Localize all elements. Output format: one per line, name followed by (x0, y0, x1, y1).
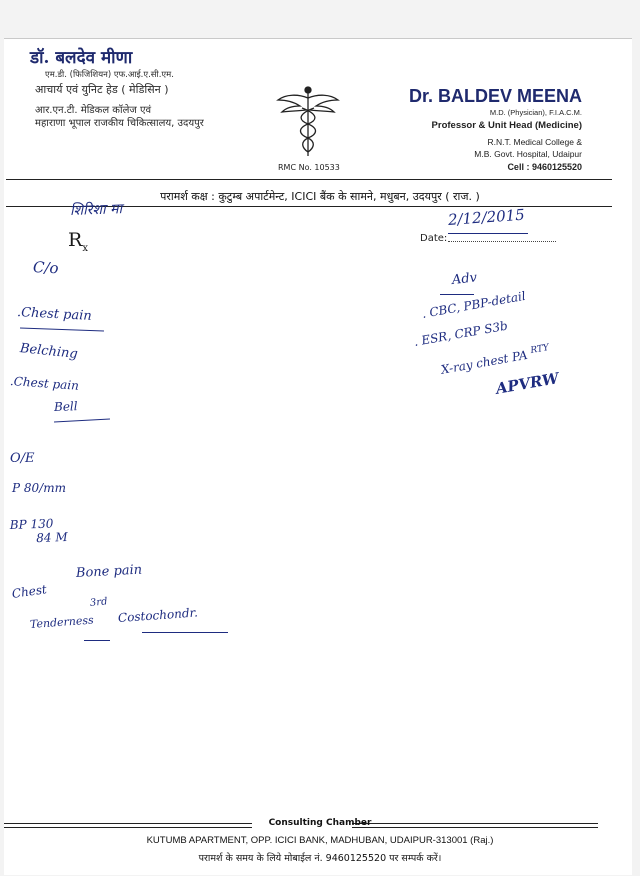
rmc-number: RMC No. 10533 (278, 163, 340, 172)
footer-phone-note: परामर्श के समय के लिये मोबाईल नं. 9460125520 पर सम्पर्क करें। (198, 853, 442, 864)
investigation-cbc: . CBC, PBP-detail (420, 288, 527, 321)
investigation-xray-text: X-ray chest PA (439, 347, 529, 377)
date-line (448, 241, 556, 242)
finding-chest: Chest (11, 582, 48, 601)
complaint-chest-pain: .Chest pain (16, 305, 93, 324)
investigation-suffix: RTY (529, 343, 550, 357)
degrees-hindi: एम.डी. (फिजिशियन) एफ.आई.ए.सी.एम. (45, 70, 174, 80)
review-note: APVRW (494, 369, 561, 398)
chamber-address-hindi: परामर्श कक्ष : कुटुम्ब अपार्टमेन्ट, ICICI बैंक के सामने, मधुबन, उदयपुर ( राज. ) (160, 190, 480, 203)
complaint-chest-pain-2: .Chest pain (9, 374, 80, 393)
bp-upper: BP 130 (9, 516, 54, 532)
finding-bone-pain: Bone pain (75, 562, 143, 581)
advice-header: Adv (451, 270, 478, 288)
bp-reading (10, 516, 68, 546)
college-hindi: आर.एन.टी. मेडिकल कॉलेज एवं (35, 105, 152, 116)
college-english: R.N.T. Medical College & (487, 137, 582, 147)
doctor-name-english: Dr. BALDEV MEENA (408, 86, 582, 106)
doctor-name-hindi: डॉ. बलदेव मीणा (30, 48, 133, 68)
complaint-belching: Belching (19, 341, 79, 363)
advice-underline (440, 294, 474, 295)
rib-note: 3rd (89, 596, 109, 609)
degrees-english: M.D. (Physician), F.I.A.C.M. (489, 108, 582, 117)
caduceus-icon (276, 84, 340, 158)
bp-lower: 84 M (35, 529, 68, 546)
designation-hindi: आचार्य एवं युनिट हेड ( मेडिसिन ) (35, 83, 169, 96)
handwritten-date: 2/12/2015 (447, 205, 526, 229)
footer-address: KUTUMB APARTMENT, OPP. ICICI BANK, MADHUBAN, UDAIPUR-313001 (Raj.) (146, 835, 494, 846)
designation-english: Professor & Unit Head (Medicine) (431, 120, 582, 131)
rx-letter: R (68, 229, 83, 251)
header-divider-top (6, 179, 612, 180)
rx-symbol (68, 229, 88, 254)
complaints-header: C/o (32, 258, 59, 278)
investigation-esr: . ESR, CRP S3b (412, 318, 509, 349)
exam-header: O/E (10, 451, 35, 466)
cell-number: Cell : 9460125520 (507, 162, 582, 172)
footer-title: Consulting Chamber (268, 818, 372, 828)
costochondral-note: Costochondr. (117, 605, 199, 625)
date-underline (448, 233, 528, 234)
hospital-hindi: महाराणा भूपाल राजकीय चिकित्सालय, उदयपुर (35, 118, 204, 129)
hospital-english: M.B. Govt. Hospital, Udaipur (474, 149, 582, 159)
costochondral-underline (142, 632, 228, 633)
pulse-reading: P 80/mm (12, 481, 66, 495)
patient-name: शिरिशा मा (69, 201, 123, 219)
date-label: Date: (420, 233, 448, 244)
rx-subscript: x (82, 242, 88, 254)
tenderness-underline (84, 640, 110, 641)
tenderness-note: Tenderness (29, 613, 95, 631)
complaint-bell: Bell (53, 399, 78, 414)
